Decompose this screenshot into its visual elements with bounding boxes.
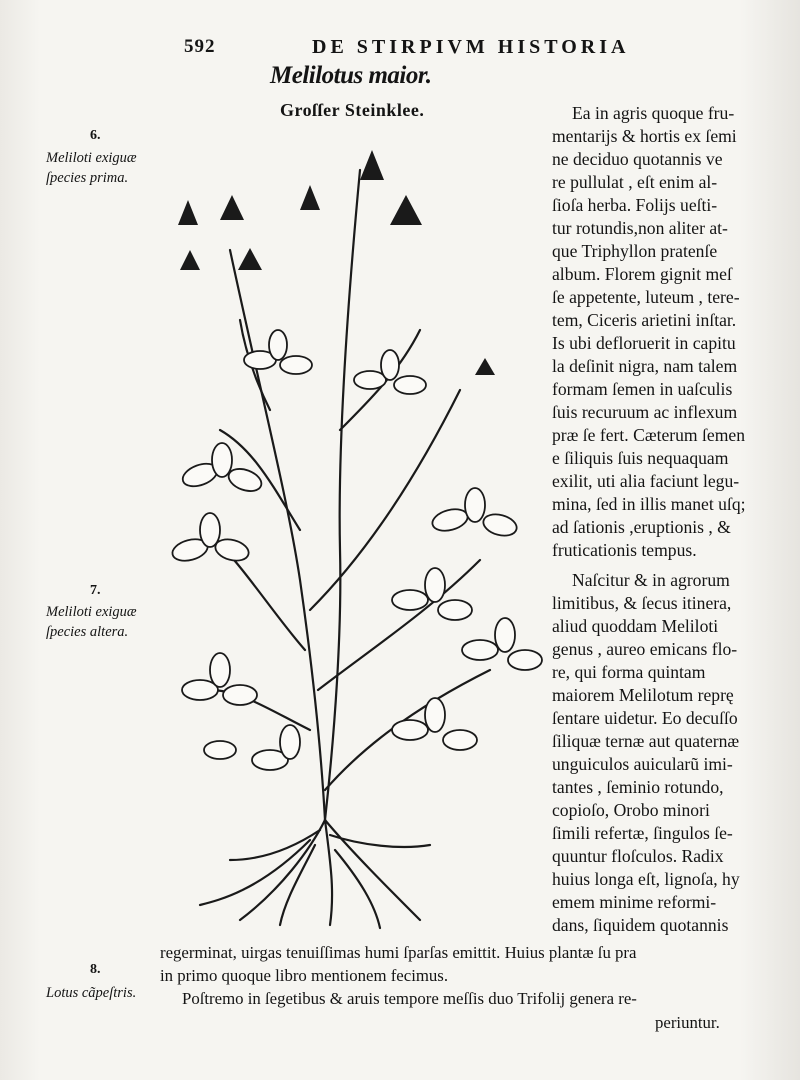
margin-note-line: Meliloti exiguæ	[46, 150, 137, 166]
text-line: Is ubi defloruerit in capitu	[552, 333, 736, 353]
text-line: aliud quoddam Meliloti	[552, 616, 719, 636]
text-line: genus , aureo emicans flo-	[552, 639, 738, 659]
text-line: mentarijs & hortis ex ſemi	[552, 126, 737, 146]
text-line: maiorem Melilotum reprę	[552, 685, 734, 705]
text-line: ſuis recuruum ac inflexum	[552, 402, 738, 422]
text-line: in primo quoque libro mentionem fecimus.	[160, 966, 449, 985]
text-line: Poſtremo in ſegetibus & aruis tempore meſſis duo Trifolij genera re-	[182, 989, 637, 1008]
margin-note	[46, 148, 166, 188]
text-line: Ea in agris quoque fru-	[572, 103, 735, 123]
text-line: dans, ſiquidem quotannis	[552, 915, 729, 935]
margin-note-line: Lotus cãpeſtris.	[46, 985, 137, 1001]
text-line: tem, Ciceris arietini inſtar.	[552, 310, 737, 330]
text-line: limitibus, & ſecus itinera,	[552, 593, 732, 613]
margin-note-line: Meliloti exiguæ	[46, 604, 137, 620]
page-number: 592	[184, 36, 216, 57]
margin-note-number: 8.	[90, 962, 101, 977]
text-line: copioſo, Orobo minori	[552, 800, 710, 820]
page-header	[172, 28, 642, 58]
text-line: ſimili refertæ, ſingulos ſe-	[552, 823, 733, 843]
text-line: regerminat, uirgas tenuiſſimas humi ſparſas emittit. Huius plantæ ſu pra	[160, 943, 637, 962]
plant-subtitle: Groſſer Steinklee.	[280, 100, 425, 120]
text-line: huius longa eſt, lignoſa, hy	[552, 869, 740, 889]
text-line: que Triphyllon pratenſe	[552, 241, 718, 261]
text-line: quuntur floſculos. Radix	[552, 846, 724, 866]
text-line: ad ſationis ,eruptionis , &	[552, 517, 731, 537]
text-line: ſentare uidetur. Eo decuſſo	[552, 708, 738, 728]
margin-note-number: 6.	[90, 128, 101, 143]
text-line: Naſcitur & in agrorum	[572, 570, 730, 590]
text-line: ne deciduo quotannis ve	[552, 149, 723, 169]
text-line: ſiliquæ ternæ aut quaternæ	[552, 731, 740, 751]
text-line: e ſiliquis ſuis nequaquam	[552, 448, 729, 468]
text-line: album. Florem gignit meſ	[552, 264, 732, 284]
text-line: fruticationis tempus.	[552, 540, 697, 560]
margin-note-number: 7.	[90, 583, 101, 598]
melilotus-woodcut-illustration	[160, 130, 560, 930]
text-line: periuntur.	[655, 1013, 720, 1032]
text-line: mina, ſed in illis manet uſq;	[552, 494, 746, 514]
text-line: præ ſe fert. Cæterum ſemen	[552, 425, 745, 445]
text-line: re pullulat , eſt enim al-	[552, 172, 718, 192]
text-line: unguiculos auicularũ imi-	[552, 754, 733, 774]
text-line: exilit, uti alia faciunt legu-	[552, 471, 740, 491]
text-line: ſioſa herba. Folijs ueſti-	[552, 195, 718, 215]
text-line: ſe appetente, luteum , tere-	[552, 287, 740, 307]
text-line: re, qui forma quintam	[552, 662, 706, 682]
margin-note-line: ſpecies prima.	[46, 170, 129, 186]
margin-note	[46, 983, 166, 1003]
margin-note	[46, 602, 166, 642]
text-line: tur rotundis,non aliter at-	[552, 218, 728, 238]
running-head: DE STIRPIVM HISTORIA	[312, 36, 630, 58]
text-line: la deſinit nigra, nam talem	[552, 356, 738, 376]
text-line: tantes , ſeminio rotundo,	[552, 777, 724, 797]
text-line: formam ſemen in uaſculis	[552, 379, 733, 399]
text-line: emem minime reformi-	[552, 892, 717, 912]
bleed-through-text	[590, 60, 790, 84]
margin-note-line: ſpecies altera.	[46, 624, 129, 640]
plant-title: Melilotus maior.	[270, 62, 432, 89]
